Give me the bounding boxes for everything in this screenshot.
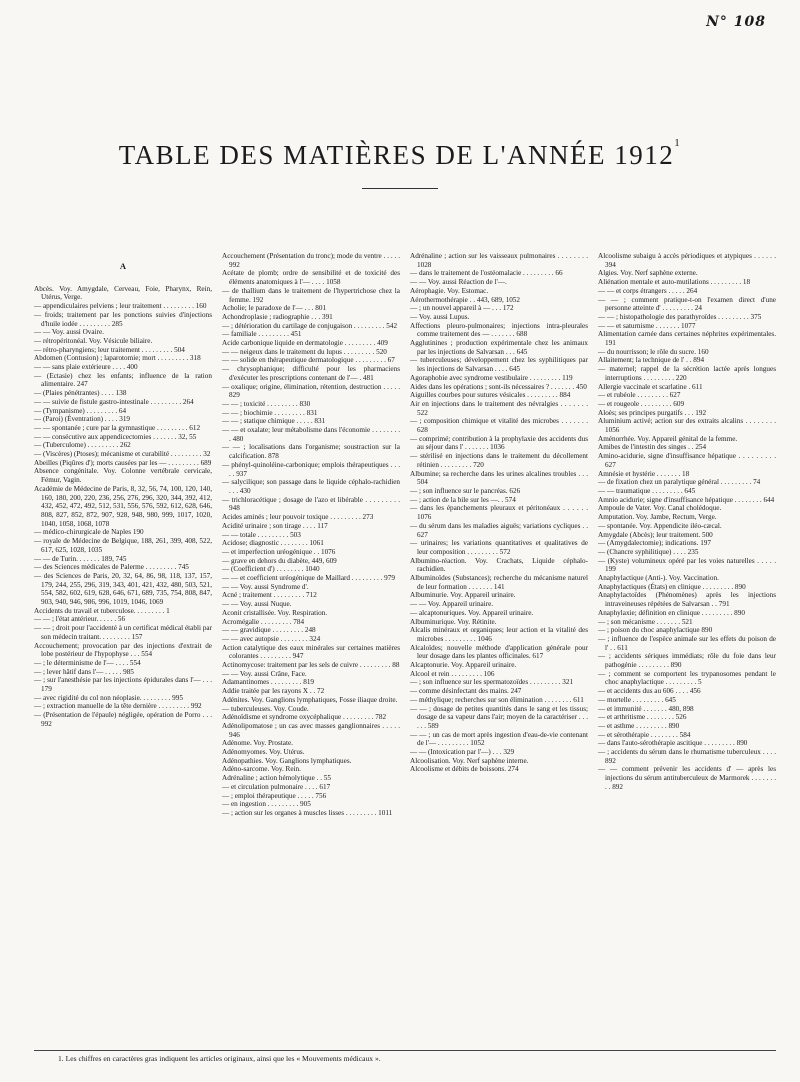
index-entry: — dans l'auto-sérothérapie ascitique . . . . . . . . . 890 [598, 739, 748, 748]
index-entry: Alcaloïdes; nouvelle méthode d'application générale pour leur dosage dans les plantes officinales. 617 [410, 643, 588, 661]
index-entry: — — ; comment pratique-t-on l'examen direct d'une personne atteinte d' . . . . . . . . . 24 [598, 295, 776, 313]
index-entry: — — (Intoxication par l'—) . . . 329 [410, 748, 515, 757]
index-entry: — Voy. aussi Lupus. [410, 312, 470, 321]
index-entry: Alcoolisme subaigu à accès périodiques et atypiques . . . . . . 394 [598, 252, 776, 269]
index-entry: — ; influence de l'espèce animale sur les effets du poison de l' . . 611 [598, 634, 776, 652]
index-entry: — et asthme . . . . . . . . . 890 [598, 721, 680, 730]
index-entry: — — avec autopsie . . . . . . . . 324 [222, 634, 321, 643]
index-entry: — et rougeole . . . . . . . . . 609 [598, 399, 685, 408]
index-entry: — et imperfection uréogénique . . 1076 [222, 547, 336, 556]
index-entry: — des Sciences médicales de Palerme . . . . . . . . . 745 [34, 563, 189, 572]
index-entry: — mortelle . . . . . . . . . 645 [598, 695, 676, 704]
index-entry: Agglutinines ; production expérimentale chez les animaux par les injections de Salvarsan . . . 645 [410, 339, 588, 356]
index-entry: — — ; dosage de petites quantités dans le sang et les tissus; dosage de sa vapeur dans l'air; moyen de la caractériser . . . . . . 589 [410, 704, 588, 730]
index-entry: — ; accidents du sérum dans le rhumatisme tuberculeux . . . . 892 [598, 748, 776, 765]
index-entry: Abeilles (Piqûres d'); morts causées par les — . . . . . . . . . 689 [34, 458, 212, 467]
index-entry: — avec rigidité du col non néoplasie. . . . . . . . . 995 [34, 693, 183, 702]
index-entry: — ; son influence sur les spermatozoïdes . . . . . . . . . 321 [410, 678, 574, 687]
index-entry: Amnésie et hystérie . . . . . . . 18 [598, 469, 690, 478]
index-entry: — trichloracétique ; dosage de l'azo et libérable . . . . . . . . . 948 [222, 495, 400, 513]
index-entry: — — ; un cas de mort après ingestion d'eau-de-vie contenant de l'— . . . . . . . . . 1052 [410, 730, 588, 748]
index-entry: Aiguilles courbes pour sutures vésicales . . . . . . . . . 884 [410, 391, 571, 400]
index-entry: Acides aminés ; leur pouvoir toxique . . . . . . . . . 273 [222, 513, 374, 522]
index-entry: — stérilisé en injections dans le traitement du décollement rétinien . . . . . . . . . 720 [410, 452, 588, 469]
index-entry: Aluminium activé; action sur des extraits alcalins . . . . . . . . 1056 [598, 417, 776, 435]
index-entry: — — Voy. aussi Syndrome d'. [222, 582, 309, 591]
index-entry: — du sérum dans les maladies aiguës; variations cycliques . . 627 [410, 521, 588, 539]
index-entry: — — ; histopathologie des parathyroïdes . . . . . . . . . 375 [598, 312, 762, 321]
index-entry: — du nourrisson; le rôle du sucre. 160 [598, 347, 709, 356]
index-entry: — — Voy. aussi Ovaire. [34, 328, 104, 337]
index-entry: Acide carbonique liquide en dermatologie . . . . . . . . . 409 [222, 339, 388, 348]
index-entry: — — Voy. aussi Réaction de l'—. [410, 278, 507, 287]
index-entry: — ; poison du choc anaphylactique 890 [598, 626, 713, 635]
index-entry: — ; comment se comportent les trypanosomes pendant le choc anaphylactique . . . . . . . . . 5 [598, 669, 776, 687]
index-entry: — — spontanée ; cure par la gymnastique . . . . . . . . . 612 [34, 423, 201, 432]
index-entry: Adénolipomatose ; un cas avec masses ganglionnaires . . . . . 946 [222, 721, 400, 739]
index-entry: Algies. Voy. Nerf saphène externe. [598, 269, 698, 278]
index-entry: — appendiculaires pelviens ; leur traitement . . . . . . . . . 160 [34, 302, 207, 311]
index-entry: Anaphylactiques (États) en clinique . . . . . . . . . 890 [598, 582, 746, 591]
index-entry: — familiale . . . . . . . . . 451 [222, 330, 302, 339]
index-entry: — — Voy. aussi Crâne, Face. [222, 669, 307, 678]
index-entry: — grave en dehors du diabète, 449, 609 [222, 556, 337, 565]
index-entry: — ; son influence sur le pancréas. 626 [410, 486, 521, 495]
index-entry: Académie de Médecine de Paris, 8, 32, 56, 74, 100, 120, 140, 160, 180, 200, 220, 236, 256, 276, 296, 320, 344, 392, 412, 432, 452, 472, 492, 512, 531, 556, 576, 592, 612, 628, 646, 808, 827, 852, 872, 907, 928, 948, 980, 999, 1017, 1020, 1040, 1058, 1068, 1078 [34, 484, 212, 528]
index-entry: Adrénaline ; action hémolytique . . 55 [222, 774, 331, 783]
page-title-text: TABLE DES MATIÈRES DE L'ANNÉE 1912 [118, 140, 675, 171]
index-entry: — (Paroi) (Éventration) . . . . 319 [34, 415, 131, 424]
section-letter: A [119, 261, 127, 271]
index-entry: Alcoolisme et débits de boissons. 274 [410, 765, 519, 774]
index-entry: — ; accidents sériques immédiats; rôle du foie dans leur pathogénie . . . . . . . . . 890 [598, 652, 776, 670]
index-entry: Achondroplasie ; radiographie . . . 391 [222, 312, 333, 321]
index-entry: — — suivie de fistule gastro-intestinale . . . . . . . . . 264 [34, 397, 194, 406]
index-entry: Amygdale (Abcès); leur traitement. 500 [598, 530, 713, 539]
index-entry: — (Kyste) volumineux opéré par les voies naturelles . . . . . 199 [598, 556, 776, 574]
index-entry: — (Ectasie) chez les enfants; influence de la ration alimentaire. 247 [34, 371, 212, 389]
index-entry: — — traumatique . . . . . . . . . 645 [598, 486, 696, 495]
index-entry: — phényl-quinoléine-carbonique; emplois thérapeutiques . . . . . 937 [222, 460, 400, 478]
index-entry: Aconit cristallisée. Voy. Respiration. [222, 608, 328, 617]
index-entry: — et sérothérapie . . . . . . . . 584 [598, 730, 691, 739]
index-entry: — ; extraction manuelle de la tête dernière . . . . . . . . . 992 [34, 702, 202, 711]
index-entry: Anaphylaxie; définition en clinique . . . . . . . . . 890 [598, 608, 745, 617]
index-entry: — — ; localisations dans l'organisme; soustraction sur la calcification. 878 [222, 443, 400, 461]
index-entry: Alimentation carnée dans certaines néphrites expérimentales. 191 [598, 330, 776, 348]
index-entry: — ; son mécanisme . . . . . . . 521 [598, 617, 693, 626]
index-entry: Actinomycose: traitement par les sels de cuivre . . . . . . . . . 88 [222, 661, 400, 670]
index-entry: — ; détérioration du cartilage de conjugaison . . . . . . . . . 542 [222, 321, 398, 330]
index-entry: Alcool et rein . . . . . . . . . 106 [410, 669, 495, 678]
index-entry: — — Voy. Appareil urinaire. [410, 600, 494, 609]
index-entry: — — ; l'état antérieur. . . . . . 56 [34, 615, 126, 624]
index-entry: Albuminurique. Voy. Rétinite. [410, 617, 497, 626]
index-column-4 [598, 252, 776, 1044]
index-entry: — (Tympanisme) . . . . . . . . . 64 [34, 406, 127, 415]
index-entry: Allergie vaccinale et scarlatine . 611 [598, 382, 703, 391]
index-entry: — ; le déterminisme de l'— . . . . 554 [34, 658, 141, 667]
index-entry: — ; action de la bile sur les —. . 574 [410, 495, 516, 504]
index-entry: — tuberculeuses; développement chez les syphilitiques par les injections de Salvarsan . . . . 645 [410, 356, 588, 374]
index-entry: Adénomyomes. Voy. Utérus. [222, 748, 305, 757]
index-entry: — — et corps étrangers . . . . . 264 [598, 286, 698, 295]
index-entry: Acidité urinaire ; son tirage . . . . 117 [222, 521, 328, 530]
index-entry: — ; emploi thérapeutique . . . . . 756 [222, 791, 327, 800]
index-entry: — rétro-pharyngiens; leur traitement . . . . . . . . . 504 [34, 345, 185, 354]
index-entry: Acidose; diagnostic . . . . . . . . 1061 [222, 539, 324, 548]
index-entry: Adamantinomes . . . . . . . . . 819 [222, 678, 315, 687]
index-entry: — — consécutive aux appendicectomies . . . . . . . 32, 55 [34, 432, 197, 441]
index-entry: — comme désinfectant des mains. 247 [410, 687, 522, 696]
index-entry: — comprimé; contribution à la prophylaxie des accidents dus au séjour dans l' . . . . . . . 1036 [410, 434, 588, 452]
index-entry: — dans les épanchements pleuraux et péritonéaux . . . . . . 1076 [410, 504, 588, 522]
index-entry: Allaitement; la technique de l' . . 894 [598, 356, 705, 365]
index-entry: — oxalique; origine, élimination, rétention, destruction . . . . . 829 [222, 382, 400, 400]
index-entry: Adénoïdisme et syndrome oxycéphalique . . . . . . . . . 782 [222, 713, 387, 722]
index-entry: Absence congénitale. Voy. Colonne vertébrale cervicale, Fémur, Vagin. [34, 467, 212, 485]
index-entry: — salycilique; son passage dans le liquide céphalo-rachidien . . . 430 [222, 478, 400, 495]
index-entry: — et immunité . . . . . . . 480, 898 [598, 704, 694, 713]
index-entry: Accouchement (Présentation du tronc); mode du ventre . . . . . 992 [222, 252, 400, 269]
index-entry: — (Chancre syphilitique) . . . . 235 [598, 547, 699, 556]
index-entry: — — totale . . . . . . . . . 503 [222, 530, 301, 539]
index-entry: Acétate de plomb; ordre de sensibilité et de toxicité des éléments anatomiques à l'— . . . . 1058 [222, 269, 400, 287]
index-entry: — ; lever hâtif dans l'— . . . . . 985 [34, 667, 134, 676]
index-entry: — — et saturnisme . . . . . . . 1077 [598, 321, 696, 330]
index-entry: Adénopathies. Voy. Ganglions lymphatiques. [222, 756, 352, 765]
index-entry: — — comment prévenir les accidents d' — après les injections du sérum antituberculeux de Marmorek . . . . . . . . . 892 [598, 765, 776, 791]
index-entry: — (Présentation de l'épaule) négligée, opération de Porro . . . 992 [34, 711, 212, 728]
index-entry: Amino-acidurie, signe d'insuffisance hépatique . . . . . . . . . 627 [598, 452, 776, 469]
index-entry: — de thallium dans le traitement de l'hypertrichose chez la femme. 192 [222, 286, 400, 304]
index-entry: — — ; biochimie . . . . . . . . . 831 [222, 408, 318, 417]
index-entry: — (Plaies pénétrantes) . . . . 138 [34, 389, 127, 398]
index-entry: Acromégalie . . . . . . . . . 784 [222, 617, 305, 626]
index-entry: — médico-chirurgicale de Naples 190 [34, 528, 144, 537]
index-entry: — froids; traitement par les ponctions suivies d'injections d'huile iodée . . . . . . . . . 285 [34, 310, 212, 328]
index-entry: Agoraphobie avec syndrome vestibulaire . . . . . . . . . 119 [410, 373, 573, 382]
index-entry: Ampoule de Vater. Voy. Canal cholédoque. [598, 504, 722, 513]
index-entry: — (Amygdalectomie); indications. 197 [598, 539, 711, 548]
index-entry: — — et coefficient uréogénique de Maillard . . . . . . . . . 979 [222, 574, 395, 583]
index-entry: Accidents du travail et tuberculose. . . . . . . . . 1 [34, 606, 170, 615]
index-entry: Addie traitée par les rayons X . . 72 [222, 687, 325, 696]
index-entry: Adénome. Voy. Prostate. [222, 739, 293, 748]
index-entry: Aérophagie. Voy. Estomac. [410, 286, 489, 295]
footnote-rule [34, 1050, 776, 1051]
page-number: N° 108 [706, 14, 766, 30]
index-entry: — urinaires; les variations quantitatives et qualitatives de leur composition . . . . . . . . . 572 [410, 539, 588, 556]
index-entry: Aérothermothérapie . . 443, 689, 1052 [410, 295, 520, 304]
title-footnote-mark: 1 [674, 137, 682, 150]
page-title [0, 137, 800, 171]
index-entry: — — Voy. aussi Nuque. [222, 600, 292, 609]
index-entry: — maternel; rappel de la sécrétion lactée après longues interruptions . . . . . . . . . 220 [598, 365, 776, 382]
index-entry: Aménorrhée. Voy. Appareil génital de la femme. [598, 434, 738, 443]
index-entry: Adénites. Voy. Ganglions lymphatiques, Fosse iliaque droite. [222, 695, 398, 704]
index-entry: — et accidents dus au 606 . . . . 456 [598, 687, 701, 696]
index-entry: — en ingestion . . . . . . . . . 905 [222, 800, 311, 809]
index-entry: Aides dans les opérations ; sont-ils nécessaires ? . . . . . . . 450 [410, 382, 587, 391]
index-entry: Acholie; le paradoxe de l'— . . . 801 [222, 304, 327, 313]
index-entry: Alcalis minéraux et organiques; leur action et la vitalité des microbes . . . . . . . . . 1046 [410, 626, 588, 643]
index-columns [34, 252, 776, 1044]
index-entry: — et rubéole . . . . . . . . . 627 [598, 391, 681, 400]
index-entry: — — sans plaie extérieure . . . . 400 [34, 363, 138, 372]
index-entry: Alcoolisation. Voy. Nerf saphène interne. [410, 756, 529, 765]
index-entry: — (Coefficient d') . . . . . . . . 1040 [222, 565, 320, 574]
index-column-1 [34, 252, 212, 1044]
index-entry: Abdomen (Contusion) ; laparotomie; mort . . . . . . . . . 318 [34, 354, 201, 363]
index-entry: — des Sciences de Paris, 20, 32, 64, 86, 98, 118, 137, 157, 179, 244, 255, 296, 319, 343, 401, 421, 432, 480, 503, 521, 554, 582, 602, 619, 628, 646, 671, 689, 735, 754, 808, 847, 903, 940, 946, 986, 996, 1019, 1046, 1069 [34, 571, 212, 607]
index-entry: — — gravidique . . . . . . . . . 248 [222, 626, 316, 635]
index-entry: Air en injections dans le traitement des névralgies . . . . . . . 522 [410, 399, 588, 417]
index-entry: — ; sur l'anesthésie par les injections épidurales dans l'— . . . 179 [34, 676, 212, 694]
index-entry: — méthylique; recherches sur son élimination . . . . . . . . 611 [410, 695, 584, 704]
index-entry: — — ; toxicité . . . . . . . . . 830 [222, 399, 311, 408]
index-column-2 [222, 252, 400, 1044]
index-entry: — (Viscères) (Ptoses); mécanisme et curabilité . . . . . . . . . 32 [34, 450, 211, 459]
index-entry: — ; un nouvel appareil à — . . . 172 [410, 304, 514, 313]
index-entry: — — solide en thérapeutique dermatologique . . . . . . . . . 67 [222, 356, 395, 365]
index-entry: Accouchement; provocation par des injections d'extrait de lobe postérieur de l'hypophyse . . . 554 [34, 641, 212, 659]
index-entry: — ; action sur les organes à muscles lisses . . . . . . . . . 1011 [222, 809, 393, 817]
index-entry: — — de Turin. . . . . . . 189, 745 [34, 554, 127, 563]
index-entry: — (Tuberculome) . . . . . . . . . 262 [34, 441, 131, 450]
index-entry: — rétropéritonéal. Voy. Vésicule biliaire. [34, 336, 153, 345]
index-entry: Amibes de l'intestin des singes . . 254 [598, 443, 707, 452]
index-entry: Action catalytique des eaux minérales sur certaines matières colorantes . . . . . . . . . 947 [222, 643, 400, 661]
index-entry: Amnio acidurie; signe d'insuffisance hépatique . . . . . . . . 644 [598, 495, 775, 504]
index-entry: Adrénaline ; action sur les vaisseaux pulmonaires . . . . . . . . 1028 [410, 252, 588, 269]
index-entry: Anaphylactoïdes (Phénomènes) après les injections intraveineuses répétées de Salvarsan . . 791 [598, 591, 776, 609]
index-entry: Amputation. Voy. Jambe, Rectum, Verge. [598, 513, 717, 522]
index-entry: Aloès; ses principes purgatifs . . . 192 [598, 408, 707, 417]
index-entry: Aliénation mentale et auto-mutilations . . . . . . . . . 18 [598, 278, 751, 287]
index-entry: Albumine; sa recherche dans les urines alcalines troubles . . . 504 [410, 469, 588, 487]
title-divider [362, 188, 438, 189]
index-entry: — spontanée. Voy. Appendicite iléo-cæcal. [598, 521, 722, 530]
index-entry: Adéno-sarcome. Voy. Rein. [222, 765, 301, 774]
index-entry: — ; composition chimique et vitalité des microbes . . . . . . . 628 [410, 417, 588, 435]
index-entry: Affections pleuro-pulmonaires; injections intra-pleurales comme traitement des — . . . . . . . 688 [410, 321, 588, 339]
index-entry: Albuminurie. Voy. Appareil urinaire. [410, 591, 516, 600]
index-entry: — royale de Médecine de Belgique, 188, 261, 399, 408, 522, 617, 625, 1028, 1035 [34, 537, 212, 554]
index-entry: — — et oxalate; leur métabolisme dans l'économie . . . . . . . . . 480 [222, 426, 400, 443]
index-entry: — — ; statique chimique . . . . . 831 [222, 417, 326, 426]
index-entry: — de fixation chez un paralytique général . . . . . . . . . 74 [598, 478, 761, 487]
index-column-3 [410, 252, 588, 1044]
index-entry: — et circulation pulmonaire . . . . 617 [222, 782, 331, 791]
index-entry: — tuberculeuses. Voy. Coude. [222, 704, 309, 713]
index-entry: — alcaptonuriques. Voy. Appareil urinaire. [410, 608, 534, 617]
index-entry: Albumino-réaction. Voy. Crachats, Liquide céphalo-rachidien. [410, 556, 588, 574]
index-entry: — — ; droit pour l'accidenté à un certificat médical établi par son médecin traitant. . . . . . . . . 157 [34, 624, 212, 641]
index-entry: Abcès. Voy. Amygdale, Cerveau, Foie, Pharynx, Rein, Utérus, Verge. [34, 284, 212, 302]
footnote: 1. Les chiffres en caractères gras indiquent les articles originaux, ainsi que les « Mouvements médicaux ». [58, 1054, 381, 1063]
index-entry: Acné ; traitement . . . . . . . . . 712 [222, 591, 317, 600]
index-entry: Anaphylactique (Anti-). Voy. Vaccination. [598, 574, 719, 583]
index-entry: — chrysophanique; difficulté pour les pharmaciens d'exécuter les prescriptions contenant de l'— . 481 [222, 365, 400, 382]
index-entry: — dans le traitement de l'ostéomalacie . . . . . . . . . 66 [410, 269, 563, 278]
index-entry: — — neigeux dans le traitement du lupus . . . . . . . . . 520 [222, 347, 387, 356]
index-entry: — et arthritisme . . . . . . . . 526 [598, 713, 687, 722]
index-entry: Albuminoïdes (Substances); recherche du mécanisme naturel de leur formation . . . . . . . 141 [410, 574, 588, 591]
index-entry: Alcaptonurie. Voy. Appareil urinaire. [410, 661, 517, 670]
